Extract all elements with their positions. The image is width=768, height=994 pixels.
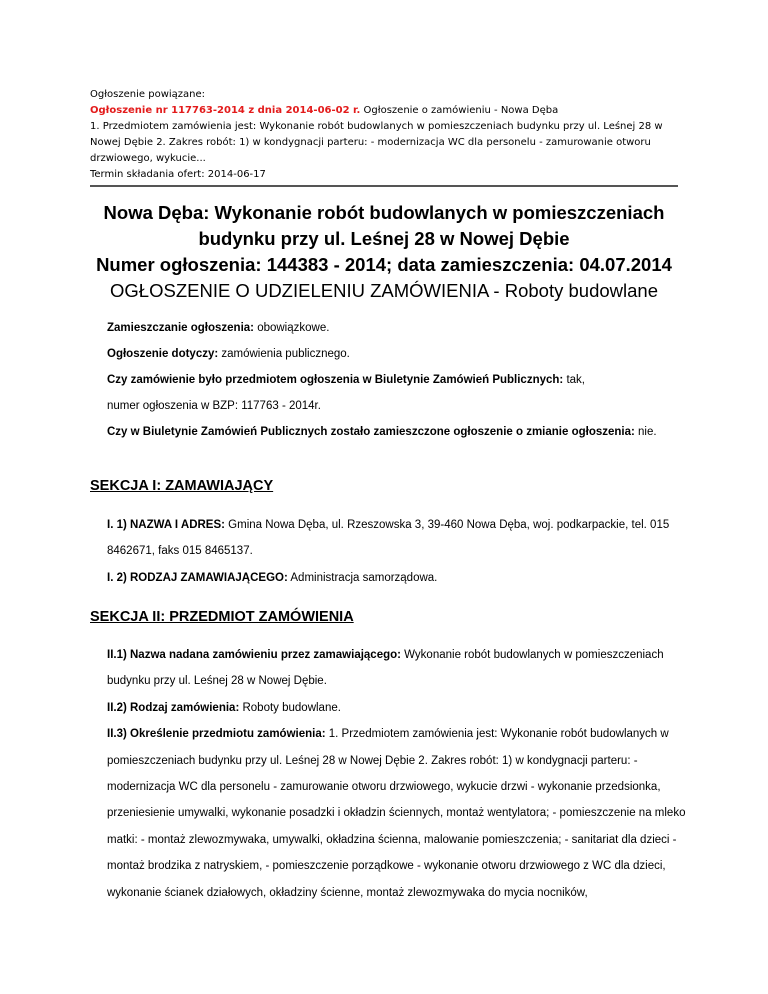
section-1-body: [107, 512, 687, 591]
item-label: I. 2) RODZAJ ZAMAWIAJĄCEGO:: [107, 571, 288, 584]
section-2-body: [107, 642, 687, 906]
related-notice-link[interactable]: Ogłoszenie nr 117763-2014 z dnia 2014-06-02 r.: [90, 105, 361, 116]
meta-label: Zamieszczanie ogłoszenia:: [107, 322, 254, 334]
meta-label: Czy zamówienie było przedmiotem ogłoszenia w Biuletynie Zamówień Publicznych:: [107, 374, 564, 386]
section-item: [107, 695, 687, 721]
meta-item: [107, 341, 687, 367]
meta-value: obowiązkowe.: [254, 322, 330, 334]
item-value: Gmina Nowa Dęba, ul. Rzeszowska 3, 39-460 Nowa Dęba, woj. podkarpackie, tel. 015 8462671, faks 015 8465137.: [107, 519, 670, 558]
section-item: [107, 512, 687, 565]
section-item: [107, 565, 687, 591]
section-item: [107, 721, 687, 906]
item-label: II.1) Nazwa nadana zamówieniu przez zamawiającego:: [107, 649, 401, 661]
item-value: 1. Przedmiotem zamówienia jest: Wykonanie robót budowlanych w pomieszczeniach budynku przy ul. Leśnej 28 w Nowej Dębie 2. Zakres robót: 1) w kondygnacji parteru: - modernizacja WC dla personelu - zamurowanie otworu drzwiowego, wykucie drzwi - wykonanie przedsionka, przeniesienie umywalki, wykonanie posadzki i okładzin ściennych, montaż wentylatora; - pomieszczenie na mleko matki: - montaż zlewozmywaka, umywalki, okładzina ścienna, malowanie pomieszczenia; - sanitariat dla dzieci - montaż brodzika z natryskiem, - pomieszczenie porządkowe - wykonanie otworu drzwiowego z WC dla dzieci, wykonanie ścianek działowych, okładziny ścienne, montaż zlewozmywaka do mycia nocników,: [107, 728, 686, 899]
notice-meta: [107, 315, 687, 445]
related-description: 1. Przedmiotem zamówienia jest: Wykonanie robót budowlanych w pomieszczeniach budynku przy ul. Leśnej 28 w Nowej Dębie 2. Zakres robót: 1) w kondygnacji parteru: - modernizacja WC dla personelu - zamurowanie otworu drzwiowego, wykucie...: [90, 121, 663, 164]
related-notice: [90, 87, 680, 183]
related-link-suffix: Ogłoszenie o zamówieniu - Nowa Dęba: [360, 105, 559, 116]
item-label: II.3) Określenie przedmiotu zamówienia:: [107, 728, 326, 741]
page-title: [90, 200, 678, 304]
meta-item: [107, 419, 687, 445]
meta-label: Czy w Biuletynie Zamówień Publicznych zostało zamieszczone ogłoszenie o zmianie ogłoszenia:: [107, 426, 635, 438]
meta-item: [107, 315, 687, 341]
section-item: [107, 642, 687, 695]
item-value: Administracja samorządowa.: [287, 571, 438, 584]
related-heading: Ogłoszenie powiązane:: [90, 89, 206, 100]
item-value: Wykonanie robót budowlanych w pomieszczeniach budynku przy ul. Leśnej 28 w Nowej Dębie.: [107, 649, 664, 688]
title-line2: Numer ogłoszenia: 144383 - 2014; data zamieszczenia: 04.07.2014: [96, 254, 672, 275]
meta-value: tak,: [563, 374, 585, 386]
item-value: Roboty budowlane.: [239, 701, 341, 714]
meta-item: [107, 367, 687, 393]
title-line1: Nowa Dęba: Wykonanie robót budowlanych w pomieszczeniach budynku przy ul. Leśnej 28 w Nowej Dębie: [103, 202, 665, 249]
meta-extra: numer ogłoszenia w BZP: 117763 - 2014r.: [107, 400, 321, 412]
related-deadline: Termin składania ofert: 2014-06-17: [90, 169, 266, 180]
item-label: I. 1) NAZWA I ADRES:: [107, 519, 225, 531]
section-1-heading: SEKCJA I: ZAMAWIAJĄCY: [90, 478, 274, 494]
item-label: II.2) Rodzaj zamówienia:: [107, 701, 240, 714]
meta-value: zamówienia publicznego.: [218, 348, 350, 360]
meta-value: nie.: [634, 426, 657, 438]
meta-label: Ogłoszenie dotyczy:: [107, 348, 219, 360]
divider: [90, 185, 678, 187]
title-line3: OGŁOSZENIE O UDZIELENIU ZAMÓWIENIA - Roboty budowlane: [110, 280, 658, 301]
related-link-line: [90, 103, 680, 119]
section-2-heading: SEKCJA II: PRZEDMIOT ZAMÓWIENIA: [90, 609, 354, 625]
